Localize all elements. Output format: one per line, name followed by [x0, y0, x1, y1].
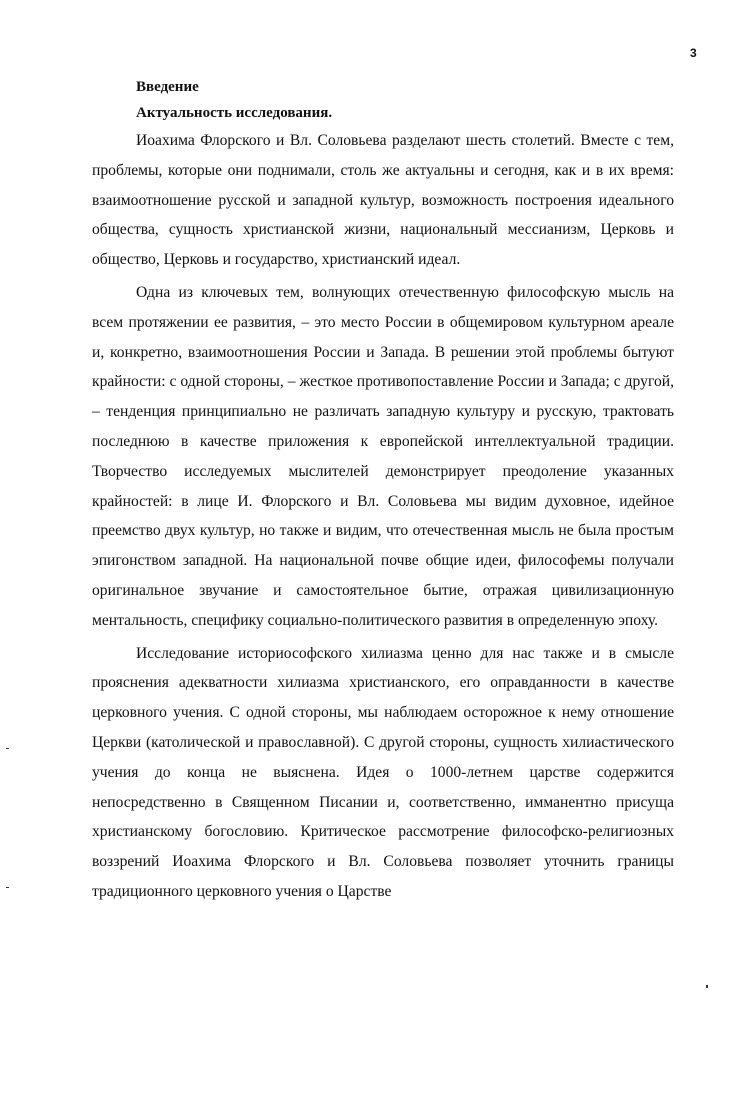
- page-number: 3: [690, 46, 697, 60]
- paragraph-3: Исследование историософского хилиазма ценно для нас также и в смысле прояснения адекватности хилиазма христианского, его оправданности в качестве церковного учения. С одной стороны, мы наблюдаем осторожное к нему отношение Церкви (католической и православной). С другой стороны, сущность хилиастического учения до конца не выяснена. Идея о 1000-летнем царстве содержится непосредственно в Священном Писании и, соответственно, имманентно присуща христианскому богословию. Критическое рассмотрение философско-религиозных воззрений Иоахима Флорского и Вл. Соловьева позволяет уточнить границы традиционного церковного учения о Царстве: [92, 644, 674, 900]
- document-body: [92, 74, 674, 907]
- scan-speck: [6, 887, 9, 888]
- paragraph-2: Одна из ключевых тем, волнующих отечественную философскую мысль на всем протяжении ее развития, – это место России в общемировом культурном ареале и, конкретно, взаимоотношения России и Запада. В решении этой проблемы бытуют крайности: с одной стороны, – жесткое противопоставление России и Запада; с другой, – тенденция принципиально не различать западную культуру и русскую, трактовать последнюю в качестве приложения к европейской интеллектуальной традиции. Творчество исследуемых мыслителей демонстрирует преодоление указанных крайностей: в лице И. Флорского и Вл. Соловьева мы видим духовное, идейное преемство двух культур, но также и видим, что отечественная мысль не была простым эпигонством западной. На национальной почве общие идеи, философемы получали оригинальное звучание и самостоятельное бытие, отражая цивилизационную ментальность, специфику социально-политического развития в определенную эпоху.: [92, 283, 674, 629]
- subsection-heading: Актуальность исследования.: [136, 105, 333, 121]
- paragraph-1: Иоахима Флорского и Вл. Соловьева разделают шесть столетий. Вместе с тем, проблемы, которые они поднимали, столь же актуальны и сегодня, как и в их время: взаимоотношение русской и западной культур, возможность построения идеального общества, сущность христианской жизни, национальный мессианизм, Церковь и общество, Церковь и государство, христианский идеал.: [92, 132, 674, 269]
- scan-speck: [6, 748, 9, 749]
- section-heading: Введение: [136, 79, 199, 95]
- scan-speck: [706, 985, 708, 988]
